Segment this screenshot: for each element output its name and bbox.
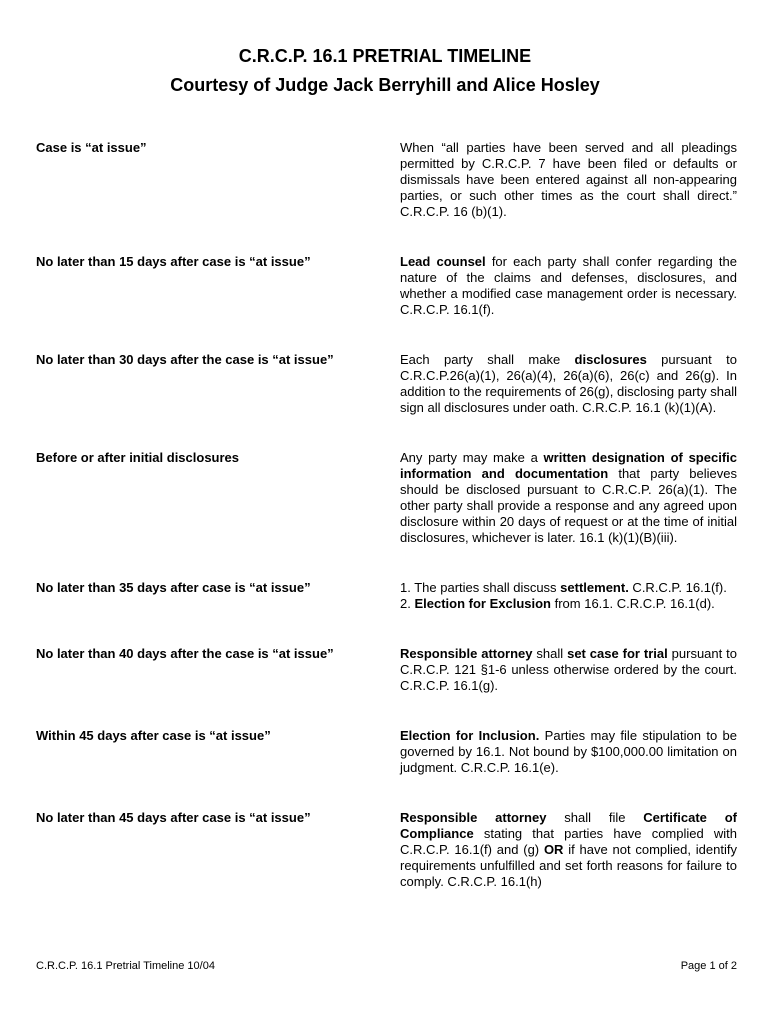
footer-page-number: Page 1 of 2 xyxy=(680,960,737,972)
row-label: Before or after initial disclosures xyxy=(36,450,240,465)
row-paragraph: 1. The parties shall discuss settlement. C.R.C.P. 16.1(f). xyxy=(400,580,727,595)
row-label: No later than 35 days after case is “at issue” xyxy=(36,580,311,595)
row-paragraph: Responsible attorney shall set case for trial pursuant to C.R.C.P. 121 §1-6 unless otherwise ordered by the court. C.R.C.P. 16.1(g). xyxy=(400,646,738,693)
row-label: No later than 40 days after the case is “at issue” xyxy=(36,646,334,661)
row-paragraph: Election for Inclusion. Parties may file stipulation to be governed by 16.1. Not bound by $100,000.00 limitation on judgment. C.R.C.P. 16.1(e). xyxy=(400,728,737,775)
row-body xyxy=(400,580,737,612)
row-body xyxy=(400,352,737,416)
timeline-row xyxy=(36,254,737,318)
row-label: No later than 15 days after case is “at issue” xyxy=(36,254,311,269)
row-body xyxy=(400,646,737,694)
row-label: Case is “at issue” xyxy=(36,140,147,155)
footer-document-id: C.R.C.P. 16.1 Pretrial Timeline 10/04 xyxy=(36,960,215,972)
timeline-row xyxy=(36,810,737,890)
row-paragraph: Responsible attorney shall file Certificate of Compliance stating that parties have complied with C.R.C.P. 16.1(f) and (g) OR if have not complied, identify requirements unfulfilled and set forth reasons for failure to comply. C.R.C.P. 16.1(h) xyxy=(400,810,737,889)
timeline-row xyxy=(36,352,737,416)
row-body xyxy=(400,254,737,318)
document-title: C.R.C.P. 16.1 PRETRIAL TIMELINE xyxy=(238,46,532,66)
timeline-row xyxy=(36,140,737,220)
document-subtitle: Courtesy of Judge Jack Berryhill and Alice Hosley xyxy=(170,75,600,95)
timeline-row xyxy=(36,450,737,546)
row-paragraph: 2. Election for Exclusion from 16.1. C.R.C.P. 16.1(d). xyxy=(400,596,715,611)
timeline-row xyxy=(36,580,737,612)
row-paragraph: Any party may make a written designation of specific information and documentation that party believes should be disclosed pursuant to C.R.C.P. 26(a)(1). The other party shall provide a response and any agreed upon disclosure within 20 days of request or at the time of initial disclosures, whichever is later. 16.1 (k)(1)(B)(iii). xyxy=(400,450,737,545)
row-label: No later than 45 days after case is “at issue” xyxy=(36,810,311,825)
row-body xyxy=(400,450,737,546)
row-label: Within 45 days after case is “at issue” xyxy=(36,728,271,743)
row-body xyxy=(400,728,737,776)
document-footer xyxy=(36,960,737,973)
row-body xyxy=(400,810,737,890)
row-paragraph: Lead counsel for each party shall confer regarding the nature of the claims and defenses, disclosures, and whether a modified case management order is necessary. C.R.C.P. 16.1(f). xyxy=(400,254,737,317)
row-paragraph: When “all parties have been served and all pleadings permitted by C.R.C.P. 7 have been filed or defaults or dismissals have been entered against all non-appearing parties, or such other times as the court shall direct.” C.R.C.P. 16 (b)(1). xyxy=(400,140,737,219)
row-paragraph: Each party shall make disclosures pursuant to C.R.C.P.26(a)(1), 26(a)(4), 26(a)(6), 26(c) and 26(g). In addition to the requirements of 26(g), disclosing party shall sign all disclosures under oath. C.R.C.P. 16.1 (k)(1)(A). xyxy=(400,352,737,415)
timeline-row xyxy=(36,646,737,694)
row-body xyxy=(400,140,737,220)
row-label: No later than 30 days after the case is “at issue” xyxy=(36,352,334,367)
timeline-row xyxy=(36,728,737,776)
document-header xyxy=(0,0,770,100)
timeline-rows xyxy=(0,140,770,890)
